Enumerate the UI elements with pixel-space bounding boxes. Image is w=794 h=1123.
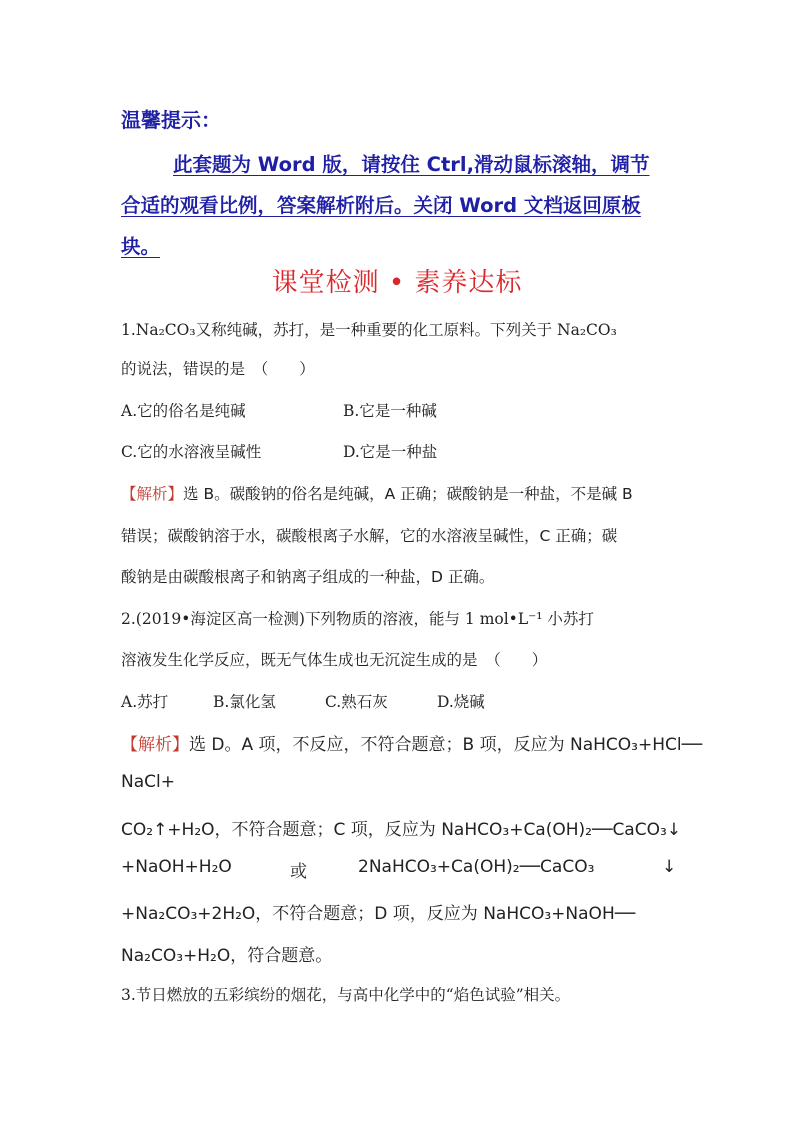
q2-explanation-line-1: 【解析】选 D。A 项，不反应，不符合题意；B 项，反应为 NaHCO₃+HCl── bbox=[121, 735, 703, 755]
q1-explanation-line-1: 【解析】选 B。碳酸钠的俗名是纯碱，A 正确；碳酸钠是一种盐，不是碱 B bbox=[121, 485, 633, 503]
tip-body bbox=[121, 144, 677, 267]
q2-explanation-line-4b: 或 bbox=[290, 862, 307, 882]
q3-stem-line-1: 3.节日燃放的五彩缤纷的烟花，与高中化学中的“焰色试验”相关。 bbox=[121, 986, 571, 1004]
q1-stem-line-1: 1.Na₂CO₃又称纯碱，苏打，是一种重要的化工原料。下列关于 Na₂CO₃ bbox=[121, 321, 617, 339]
q2-explanation-line-4c: 2NaHCO₃+Ca(OH)₂──CaCO₃ bbox=[358, 857, 595, 877]
section-title: 课堂检测 • 素养达标 bbox=[271, 268, 523, 298]
q2-explanation-line-4a: +NaOH+H₂O bbox=[121, 857, 232, 877]
q1-option-b: B.它是一种碱 bbox=[343, 402, 437, 420]
q1-option-c: C.它的水溶液呈碱性 bbox=[121, 443, 262, 461]
q2-explanation-line-3: CO₂↑+H₂O，不符合题意；C 项，反应为 NaHCO₃+Ca(OH)₂──CaCO₃↓ bbox=[121, 820, 682, 840]
q2-explanation-line-5: +Na₂CO₃+2H₂O，不符合题意；D 项，反应为 NaHCO₃+NaOH── bbox=[121, 904, 636, 924]
q2-explanation-line-2: NaCl+ bbox=[121, 772, 175, 792]
q2-option-a: A.苏打 bbox=[121, 693, 169, 711]
tip-line-2: 合适的观看比例，答案解析附后。关闭 Word 文档返回原板 bbox=[121, 194, 641, 217]
q2-explanation-line-6: Na₂CO₃+H₂O，符合题意。 bbox=[121, 946, 333, 966]
q2-option-d: D.烧碱 bbox=[437, 693, 485, 711]
q1-explanation-label: 【解析】 bbox=[121, 485, 184, 503]
q1-explanation-line-3: 酸钠是由碳酸根离子和钠离子组成的一种盐，D 正确。 bbox=[121, 568, 495, 586]
q2-explanation-label: 【解析】 bbox=[121, 735, 189, 755]
q1-option-a: A.它的俗名是纯碱 bbox=[121, 402, 246, 420]
q2-option-c: C.熟石灰 bbox=[325, 693, 388, 711]
q1-option-d: D.它是一种盐 bbox=[343, 443, 438, 461]
q2-stem-line-2: 溶液发生化学反应，既无气体生成也无沉淀生成的是 （ ） bbox=[121, 651, 548, 669]
tip-line-1: 此套题为 Word 版，请按住 Ctrl,滑动鼠标滚轴，调节 bbox=[173, 153, 650, 176]
tip-heading: 温馨提示： bbox=[121, 108, 221, 132]
tip-line-3: 块。 bbox=[121, 235, 161, 258]
q2-explanation-line-4d: ↓ bbox=[662, 857, 677, 877]
q1-stem-line-2: 的说法，错误的是 （ ） bbox=[121, 360, 315, 378]
q1-explanation-line-2: 错误；碳酸钠溶于水，碳酸根离子水解，它的水溶液呈碱性，C 正确；碳 bbox=[121, 527, 618, 545]
q2-option-b: B.氯化氢 bbox=[213, 693, 276, 711]
q2-stem-line-1: 2.(2019•海淀区高一检测)下列物质的溶液，能与 1 mol•L⁻¹ 小苏打 bbox=[121, 610, 594, 628]
